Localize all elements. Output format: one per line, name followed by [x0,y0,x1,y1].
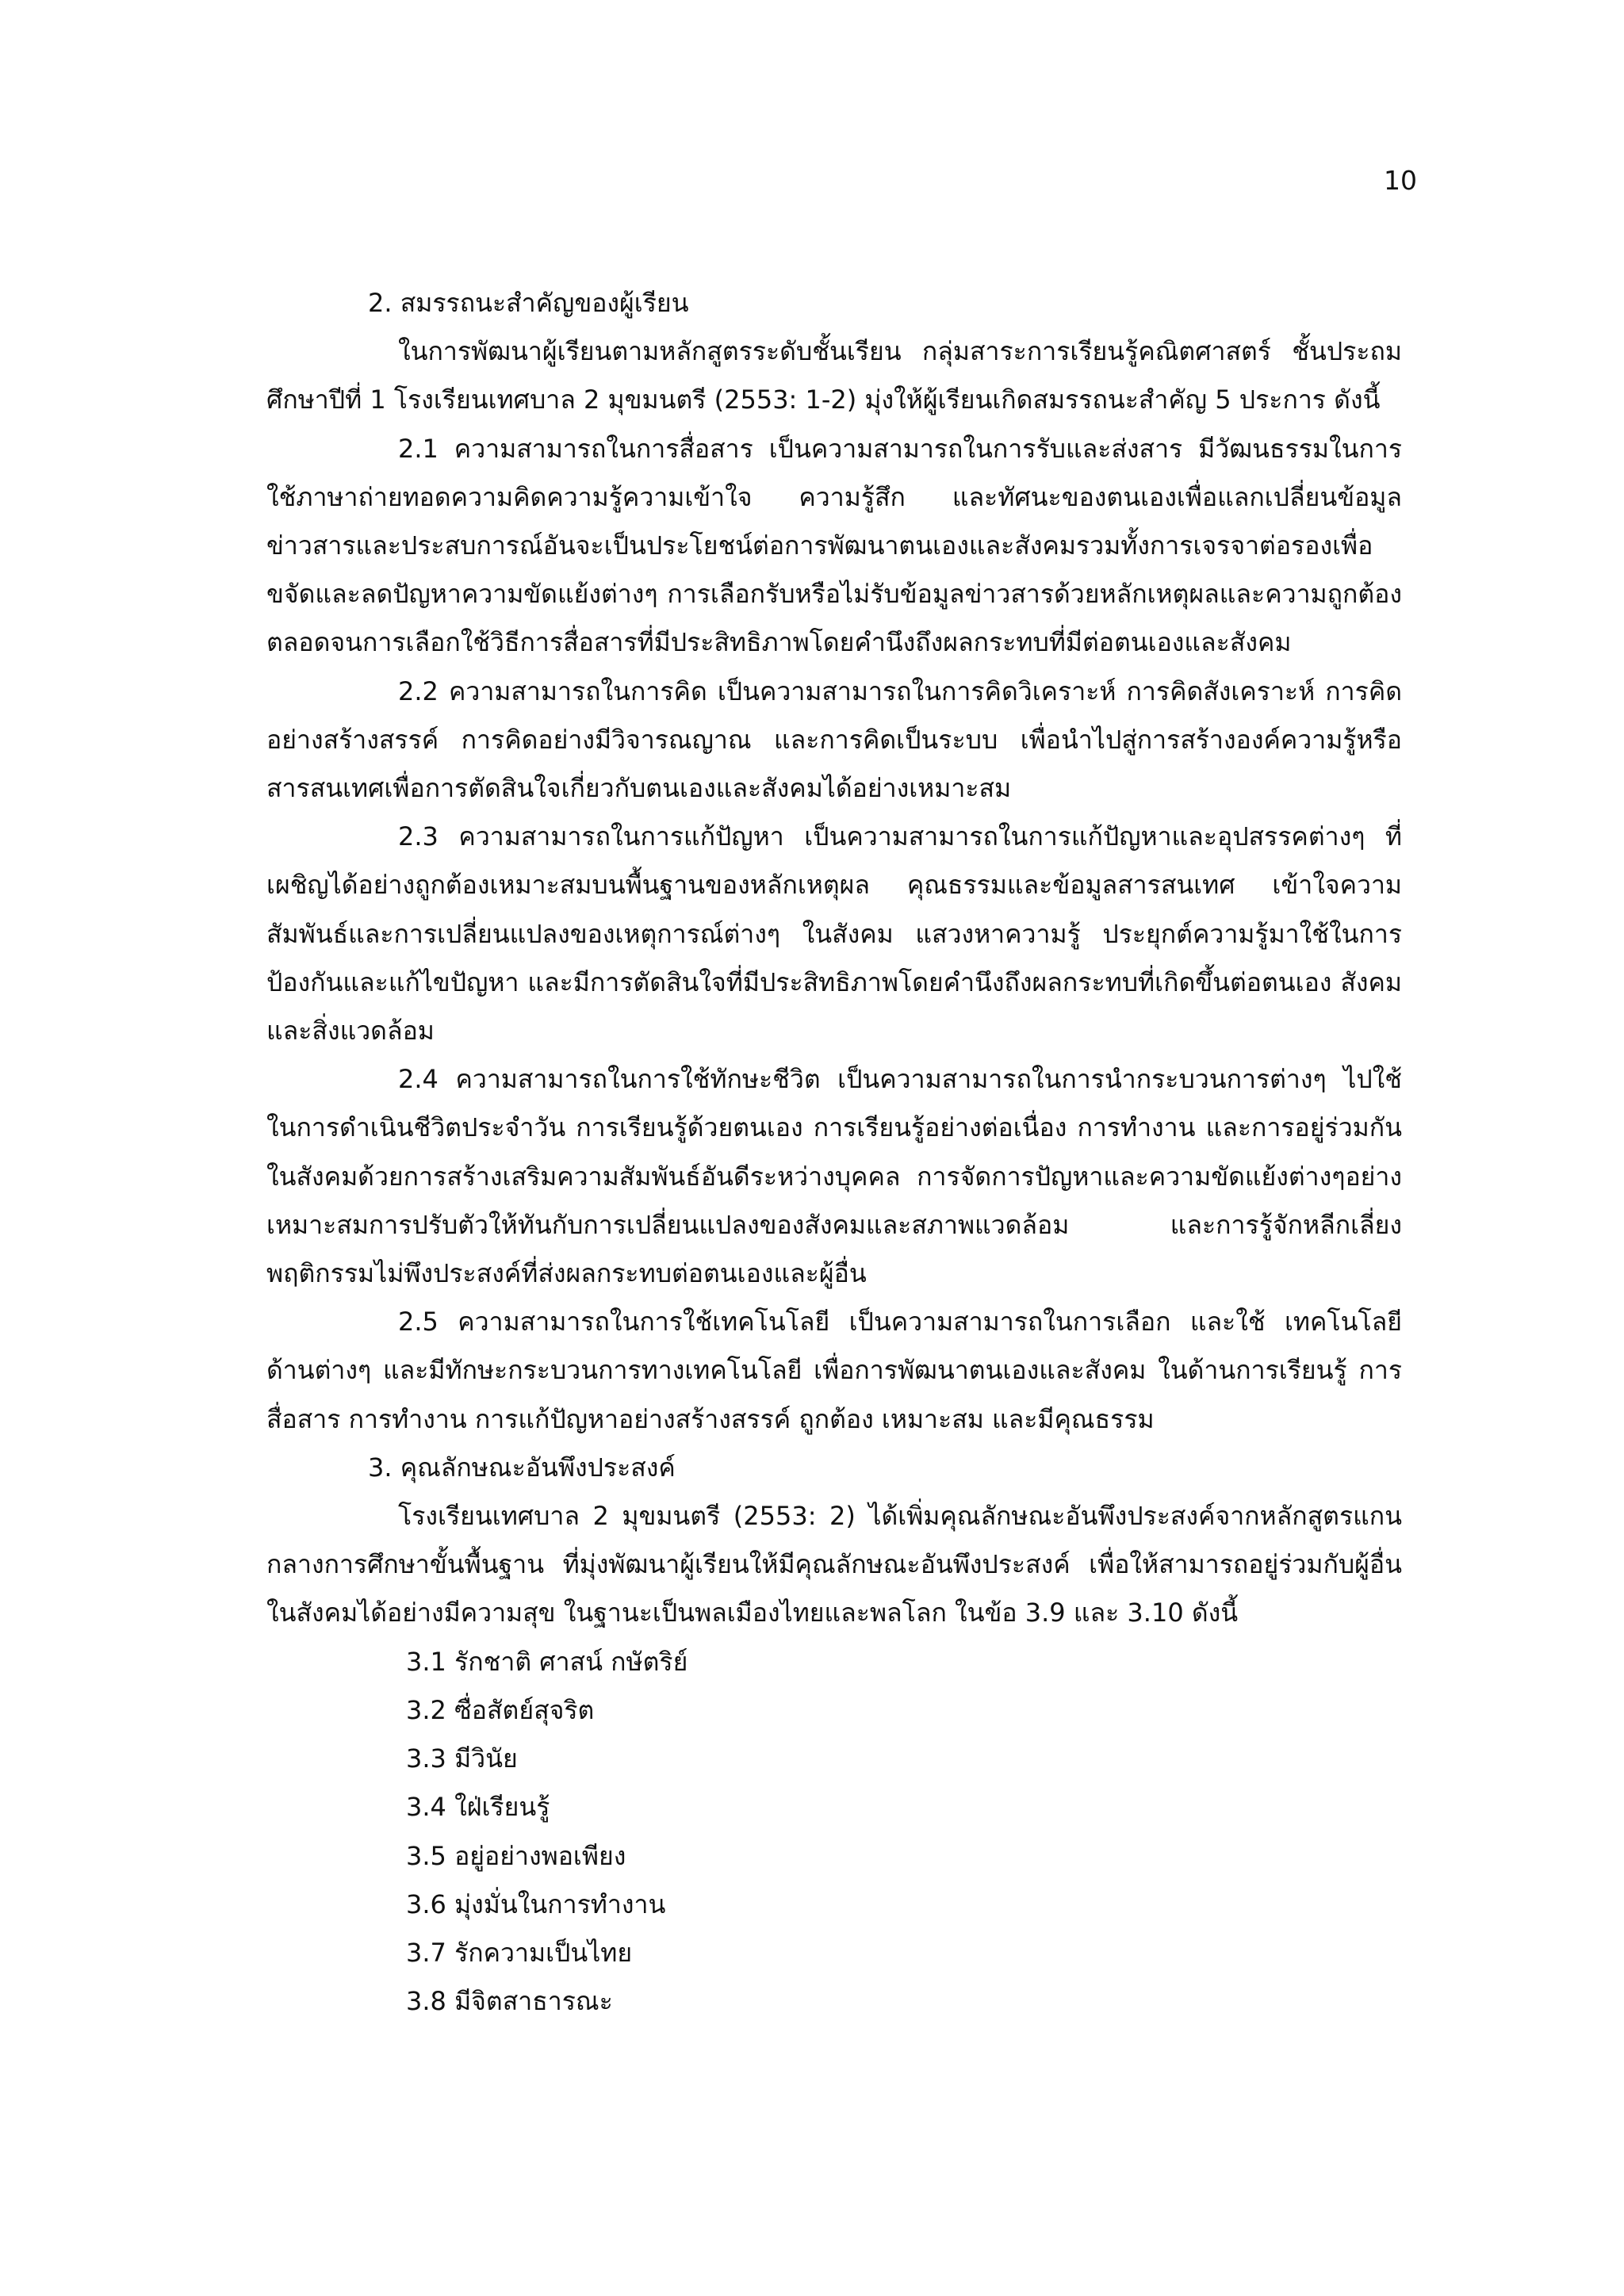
list-item: 3.5 อยู่อย่างพอเพียง [406,1840,626,1871]
competency-life-skills: 2.4 ความสามารถในการใช้ทักษะชีวิต เป็นความสามารถในการนำกระบวนการต่างๆ ไปใช้ในการดำเนินชีวิตประจำวัน การเรียนรู้ด้วยตนเอง การเรียนรู้อย่างต่อเนื่อง การทำงาน และการอยู่ร่วมกันในสังคมด้วยการสร้างเสริมความสัมพันธ์อันดีระหว่างบุคคล การจัดการปัญหาและความขัดแย้งต่างๆอย่างเหมาะสมการปรับตัวให้ทันกับการเปลี่ยนแปลงของสังคมและสภาพแวดล้อม และการรู้จักหลีกเลี่ยงพฤติกรรมไม่พึงประสงค์ที่ส่งผลกระทบต่อตนเองและผู้อื่น [266,1064,1402,1289]
list-item: 3.3 มีวินัย [406,1743,518,1774]
characteristics-list [266,1638,1402,2026]
section-intro-paragraph: โรงเรียนเทศบาล 2 มุขมนตรี (2553: 2) ได้เพิ่มคุณลักษณะอันพึงประสงค์จากหลักสูตรแกนกลางการศึกษาขั้นพื้นฐาน ที่มุ่งพัฒนาผู้เรียนให้มีคุณลักษณะอันพึงประสงค์ เพื่อให้สามารถอยู่ร่วมกับผู้อื่นในสังคมได้อย่างมีความสุข ในฐานะเป็นพลเมืองไทยและพลโลก ในข้อ 3.9 และ 3.10 ดังนี้ [266,1501,1402,1628]
list-item: 3.2 ซื่อสัตย์สุจริต [406,1694,595,1725]
list-item: 3.7 รักความเป็นไทย [406,1937,633,1968]
section-heading: 2. สมรรถนะสำคัญของผู้เรียน [368,288,689,318]
section-competencies [266,279,1402,1444]
competency-technology: 2.5 ความสามารถในการใช้เทคโนโลยี เป็นความสามารถในการเลือก และใช้ เทคโนโลยีด้านต่างๆ และมีทักษะกระบวนการทางเทคโนโลยี เพื่อการพัฒนาตนเองและสังคม ในด้านการเรียนรู้ การสื่อสาร การทำงาน การแก้ปัญหาอย่างสร้างสรรค์ ถูกต้อง เหมาะสม และมีคุณธรรม [266,1307,1402,1434]
list-item: 3.6 มุ่งมั่นในการทำงาน [406,1888,666,1919]
competency-communication: 2.1 ความสามารถในการสื่อสาร เป็นความสามารถในการรับและส่งสาร มีวัฒนธรรมในการใช้ภาษาถ่ายทอดความคิดความรู้ความเข้าใจ ความรู้สึก และทัศนะของตนเองเพื่อแลกเปลี่ยนข้อมูลข่าวสารและประสบการณ์อันจะเป็นประโยชน์ต่อการพัฒนาตนเองและสังคมรวมทั้งการเจรจาต่อรองเพื่อขจัดและลดปัญหาความขัดแย้งต่างๆ การเลือกรับหรือไม่รับข้อมูลข่าวสารด้วยหลักเหตุผลและความถูกต้องตลอดจนการเลือกใช้วิธีการสื่อสารที่มีประสิทธิภาพโดยคำนึงถึงผลกระทบที่มีต่อตนเองและสังคม [266,433,1402,658]
list-item: 3.1 รักชาติ ศาสน์ กษัตริย์ [406,1646,688,1677]
section-desired-characteristics [266,1444,1402,2026]
section-heading: 3. คุณลักษณะอันพึงประสงค์ [368,1452,676,1483]
list-item: 3.4 ใฝ่เรียนรู้ [406,1792,550,1823]
section-intro-paragraph: ในการพัฒนาผู้เรียนตามหลักสูตรระดับชั้นเรียน กลุ่มสาระการเรียนรู้คณิตศาสตร์ ชั้นประถมศึกษาปีที่ 1 โรงเรียนเทศบาล 2 มุขมนตรี (2553: 1-2) มุ่งให้ผู้เรียนเกิดสมรรถนะสำคัญ 5 ประการ ดังนี้ [266,336,1402,415]
competency-thinking: 2.2 ความสามารถในการคิด เป็นความสามารถในการคิดวิเคราะห์ การคิดสังเคราะห์ การคิดอย่างสร้างสรรค์ การคิดอย่างมีวิจารณญาณ และการคิดเป็นระบบ เพื่อนำไปสู่การสร้างองค์ความรู้หรือสารสนเทศเพื่อการตัดสินใจเกี่ยวกับตนเองและสังคมได้อย่างเหมาะสม [266,675,1402,804]
list-item: 3.8 มีจิตสาธารณะ [406,1986,613,2017]
document-body [266,279,1402,2026]
page-number: 10 [1384,165,1417,196]
competency-problem-solving: 2.3 ความสามารถในการแก้ปัญหา เป็นความสามารถในการแก้ปัญหาและอุปสรรคต่างๆ ที่เผชิญได้อย่างถูกต้องเหมาะสมบนพื้นฐานของหลักเหตุผล คุณธรรมและข้อมูลสารสนเทศ เข้าใจความสัมพันธ์และการเปลี่ยนแปลงของเหตุการณ์ต่างๆ ในสังคม แสวงหาความรู้ ประยุกต์ความรู้มาใช้ในการป้องกันและแก้ไขปัญหา และมีการตัดสินใจที่มีประสิทธิภาพโดยคำนึงถึงผลกระทบที่เกิดขึ้นต่อตนเอง สังคมและสิ่งแวดล้อม [266,821,1402,1047]
